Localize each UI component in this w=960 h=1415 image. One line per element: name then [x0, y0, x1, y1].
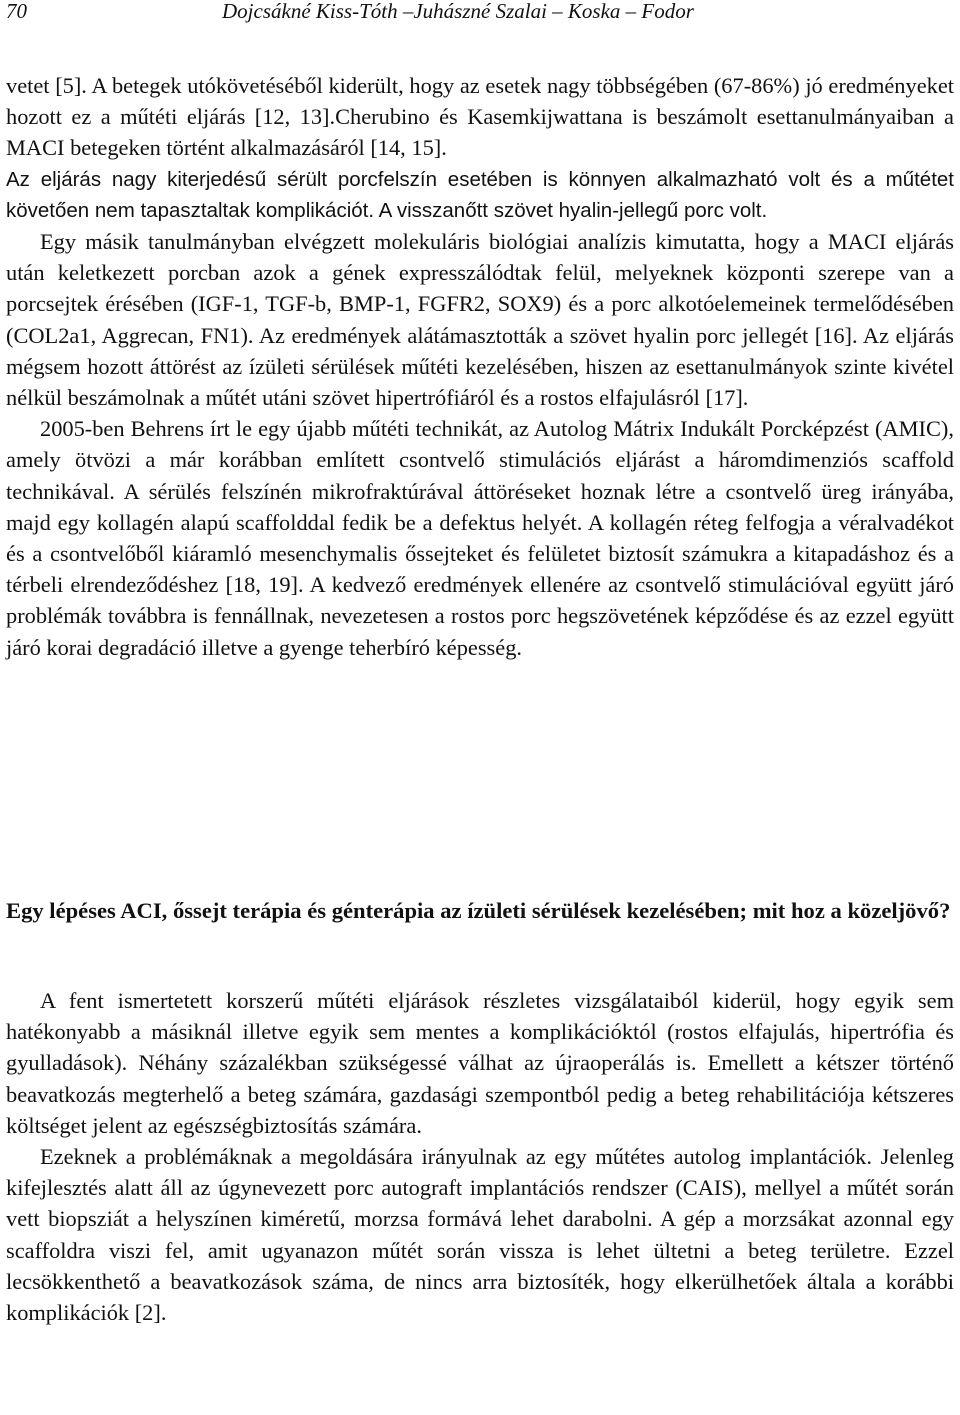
paragraph-5: A fent ismertetett korszerű műtéti eljárások részletes vizsgálataiból kiderül, hogy egyik sem hatékonyabb a másiknál illetve egyik sem mentes a komplikációktól (rostos elfajulás, hipertrófia és gyulladások). Néhány százalékban szükségessé válhat az újraoperálás is. Emellett a kétszer történő beavatkozás megterhelő a beteg számára, gazdasági szempontból pedig a beteg rehabilitációja kétszeres költséget jelent az egészségbiztosítás számára. [6, 988, 954, 1138]
main-text [6, 70, 954, 663]
paragraph-4: 2005-ben Behrens írt le egy újabb műtéti technikát, az Autolog Mátrix Indukált Porcképzést (AMIC), amely ötvözi a már korábban említett csontvelő stimulációs eljárást a háromdimenziós scaffold technikával. A sérülés felszínén mikrofraktúrával áttöréseket hoznak létre a csontvelő üreg irányába, majd egy kollagén alapú scaffolddal fedik be a defektus helyét. A kollagén réteg felfogja a véralvadékot és a csontvelőből kiáramló mesenchymalis őssejteket és felületet biztosít számukra a kitapadáshoz és a térbeli elrendeződéshez [18, 19]. A kedvező eredmények ellenére az csontvelő stimulációval együtt járó problémák továbbra is fennállnak, nevezetesen a rostos porc hegszövetének képződése és az ezzel együtt járó korai degradáció illetve a gyenge teherbíró képesség. [6, 416, 954, 660]
section-heading: Egy lépéses ACI, őssejt terápia és génterápia az ízületi sérülések kezelésében; mit hoz a közeljövő? [6, 898, 951, 923]
page-number: 70 [6, 0, 27, 23]
section-text [6, 985, 954, 1328]
paragraph-1: vetet [5]. A betegek utókövetéséből kiderült, hogy az esetek nagy többségében (67-86%) jó eredményeket hozott ez a műtéti eljárás [12, 13].Cherubino és Kasemkijwattana is beszámolt esettanulmányaiban a MACI betegeken történt alkalmazásáról [14, 15]. [6, 73, 954, 161]
paragraph-3: Egy másik tanulmányban elvégzett molekuláris biológiai analízis kimutatta, hogy a MACI eljárás után keletkezett porcban azok a gének expresszálódtak felül, melyeknek központi szerepe van a porcsejtek érésében (IGF-1, TGF-b, BMP-1, FGFR2, SOX9) és a porc alkotóelemeinek termelődésében (COL2a1, Aggrecan, FN1). Az eredmények alátámasztották a szövet hyalin porc jellegét [16]. Az eljárás mégsem hozott áttörést az ízületi sérülések műtéti kezelésében, hiszen az esettanulmányok szinte kivétel nélkül beszámolnak a műtét utáni szövet hipertrófiáról és a rostos elfajulásról [17]. [6, 229, 954, 411]
page-header [6, 0, 956, 24]
paragraph-2: Az eljárás nagy kiterjedésű sérült porcfelszín esetében is könnyen alkalmazható volt és a műtétet követően nem tapasztaltak komplikációt. A visszanőtt szövet hyalin-jellegű porc volt. [6, 167, 954, 222]
paragraph-6: Ezeknek a problémáknak a megoldására irányulnak az egy műtétes autolog implantációk. Jelenleg kifejlesztés alatt áll az úgynevezett porc autograft implantációs rendszer (CAIS), mellyel a műtét során vett biopsziát a helyszínen kiméretű, morzsa formává lehet darabolni. A gép a morzsákat azonnal egy scaffoldra viszi fel, amit ugyanazon műtét során vissza is lehet ültetni a beteg területre. Ezzel lecsökkenthető a beavatkozások száma, de nincs arra biztosíték, hogy elkerülhetőek általa a korábbi komplikációk [2]. [6, 1144, 954, 1326]
running-title: Dojcsákné Kiss-Tóth –Juhászné Szalai – Koska – Fodor [222, 0, 694, 23]
